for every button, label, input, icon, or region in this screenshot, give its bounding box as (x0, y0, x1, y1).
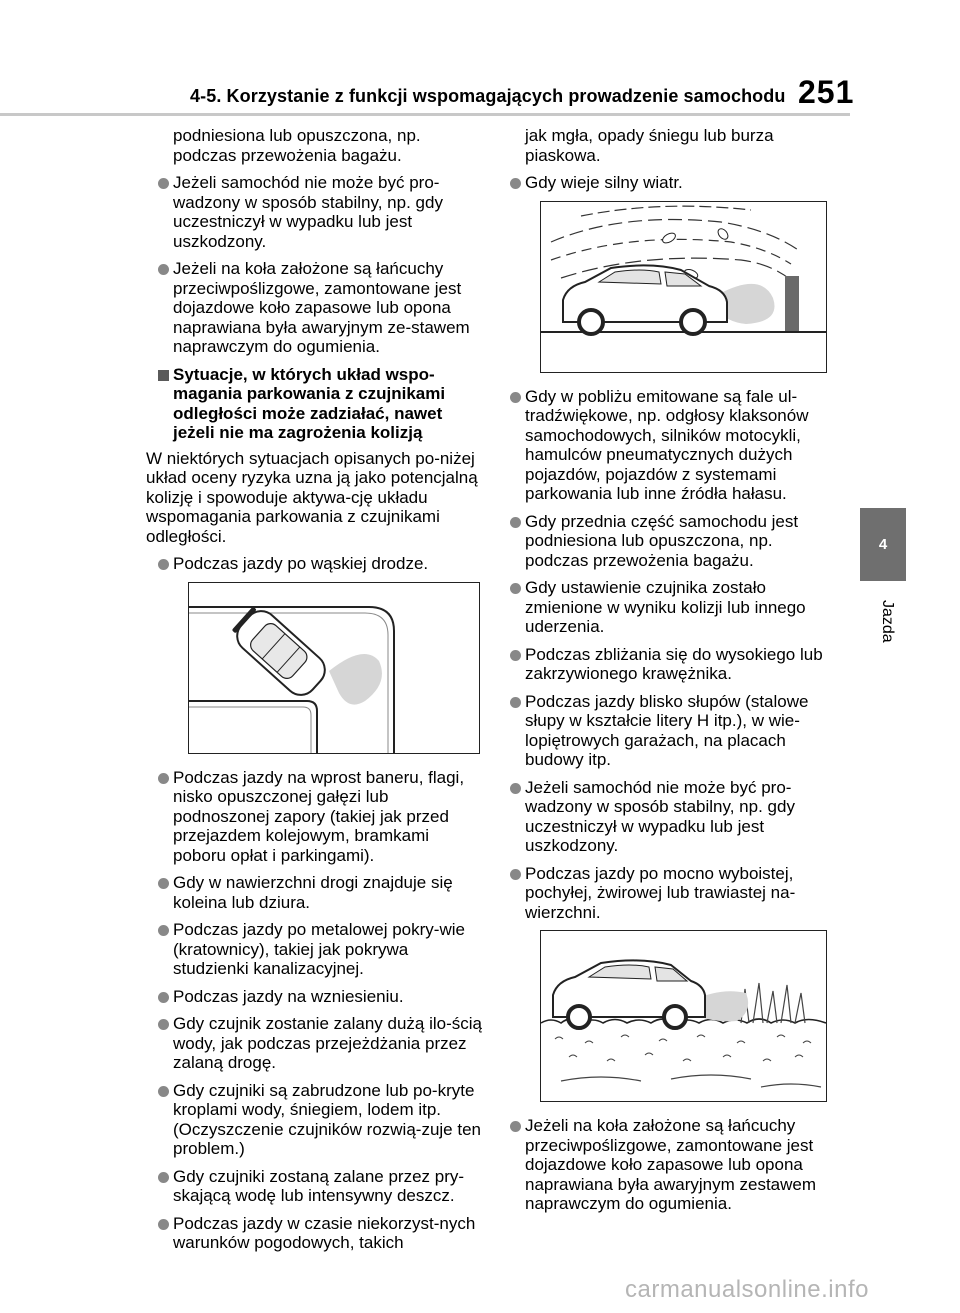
bullet-icon (510, 517, 521, 528)
list-item (146, 1081, 482, 1159)
list-item (146, 920, 482, 979)
list-item (498, 512, 838, 571)
list-item (498, 778, 838, 856)
intro-paragraph: W niektórych sytuacjach opisanych po-niżej układ oceny ryzyka uzna ją jako potencjalną kolizję i spowoduje aktywa-cję układu wspomagania parkowania z czujnikami odległości. (146, 448, 478, 546)
list-item-text: Podczas jazdy na wprost baneru, flagi, nisko opuszczonej gałęzi lub podnoszonej zapory (takiej jak przed przejazdem kolejowym, bramkami poboru opłat i parkingami). (173, 767, 465, 865)
list-item (146, 1214, 482, 1253)
bullet-icon (158, 878, 169, 889)
bullet-icon (510, 1121, 521, 1132)
bullet-icon (510, 697, 521, 708)
bullet-icon (510, 869, 521, 880)
list-item-text: Gdy czujniki zostaną zalane przez pry-skającą wodę lub intensywny deszcz. (173, 1166, 465, 1205)
list-item (498, 864, 838, 923)
list-item (146, 987, 482, 1007)
bullet-icon (510, 392, 521, 403)
bullet-icon (158, 264, 169, 275)
list-item-text: Jeżeli samochód nie może być pro-wadzony w sposób stabilny, np. gdy uczestniczył w wypadku lub jest uszkodzony. (525, 777, 795, 855)
strong-wind-illustration (540, 201, 827, 373)
bullet-icon (158, 178, 169, 189)
list-item-text: Gdy czujniki są zabrudzone lub po-kryte kroplami wody, śniegiem, lodem itp. (Oczyszczenie czujników rozwią-zuje ten problem.) (173, 1080, 481, 1158)
left-column (146, 126, 482, 1261)
list-item-text: Jeżeli samochód nie może być pro-wadzony w sposób stabilny, np. gdy uczestniczył w wypadku lub jest uszkodzony. (173, 173, 443, 251)
list-item (498, 578, 838, 637)
list-item-text: Podczas jazdy po metalowej pokry-wie (kratownicy), takiej jak pokrywa studzienki kanalizacyjnej. (173, 920, 465, 978)
bullet-icon (510, 783, 521, 794)
narrow-road-illustration (188, 582, 480, 754)
bullet-icon (158, 1086, 169, 1097)
bullet-icon (158, 1219, 169, 1230)
list-item-text: Gdy ustawienie czujnika zostało zmienione w wyniku kolizji lub innego uderzenia. (525, 578, 806, 636)
page-number: 251 (798, 74, 855, 110)
list-item-text: Gdy czujnik zostanie zalany dużą ilo-ścią wody, jak podczas przejeżdżania przez zalaną drogę. (173, 1014, 482, 1072)
chapter-tab-label: Jazda (879, 600, 896, 643)
section-heading (146, 365, 482, 443)
rough-road-illustration (540, 930, 827, 1102)
list-item-text: Podczas jazdy po wąskiej drodze. (173, 554, 429, 573)
chapter-tab[interactable]: 4 (860, 508, 906, 581)
list-item (498, 645, 838, 684)
bullet-icon (510, 583, 521, 594)
bullet-icon (158, 992, 169, 1003)
continued-text: jak mgła, opady śniegu lub burza piaskowa. (525, 126, 774, 165)
list-item (146, 873, 482, 912)
continued-text: podniesiona lub opuszczona, np. podczas przewożenia bagażu. (173, 126, 421, 165)
list-item-text: Gdy przednia część samochodu jest podniesiona lub opuszczona, np. podczas przewożenia bagażu. (525, 511, 799, 570)
list-item-text: Podczas jazdy po mocno wyboistej, pochyłej, żwirowej lub trawiastej na-wierzchni. (525, 863, 796, 922)
list-item-text: Gdy w pobliżu emitowane są fale ul-tradźwiękowe, np. odgłosy klaksonów samochodowych, silników motocykli, hamulców pneumatycznych dużych pojazdów, pojazdów z systemami parkowania lub inne źródła hałasu. (525, 386, 809, 503)
list-item (146, 259, 482, 357)
list-item-text: Jeżeli na koła założone są łańcuchy przeciwpoślizgowe, zamontowane jest dojazdowe koło zapasowe lub opona naprawiana była awaryjnym zestawem naprawczym do ogumienia. (525, 1116, 817, 1213)
list-item-text: Podczas jazdy na wzniesieniu. (173, 986, 404, 1006)
list-item (146, 173, 482, 251)
bullet-icon (510, 178, 521, 189)
bullet-icon (158, 1172, 169, 1183)
list-item (498, 692, 838, 770)
list-item-text: Podczas jazdy blisko słupów (stalowe słupy w kształcie litery H itp.), w wie-lopiętrowych garażach, na placach budowy itp. (525, 691, 809, 769)
list-item (498, 173, 838, 193)
bullet-icon (158, 925, 169, 936)
bullet-icon (158, 773, 169, 784)
list-item-text: Gdy wieje silny wiatr. (525, 173, 683, 192)
bullet-icon (510, 650, 521, 661)
list-item (146, 768, 482, 866)
list-item (498, 387, 838, 504)
page-header (0, 0, 960, 110)
chapter-title: 4-5. Korzystanie z funkcji wspomagających prowadzenie samochodu (190, 86, 786, 106)
right-column (498, 126, 838, 1222)
list-item-text: Podczas zbliżania się do wysokiego lub zakrzywionego krawężnika. (525, 644, 823, 683)
square-marker-icon (158, 370, 169, 381)
watermark: carmanualsonline.info (625, 1276, 869, 1303)
bullet-icon (158, 559, 169, 570)
list-item-text: Podczas jazdy w czasie niekorzyst-nych warunków pogodowych, takich (173, 1213, 476, 1252)
bullet-icon (158, 1019, 169, 1030)
list-item-text: Gdy w nawierzchni drogi znajduje się koleina lub dziura. (173, 873, 453, 912)
list-item (498, 1116, 838, 1214)
list-item (146, 1167, 482, 1206)
list-item-text: Jeżeli na koła założone są łańcuchy przeciwpoślizgowe, zamontowane jest dojazdowe koło zapasowe lub opona naprawiana była awaryjnym ze-stawem naprawczym do ogumienia. (173, 259, 470, 356)
header-divider (0, 113, 850, 116)
list-item (146, 1014, 482, 1073)
list-item (146, 554, 482, 574)
section-heading-text: Sytuacje, w których układ wspo-magania parkowania z czujnikami odległości może zadziałać, nawet jeżeli nie ma zagrożenia kolizją (173, 364, 446, 442)
